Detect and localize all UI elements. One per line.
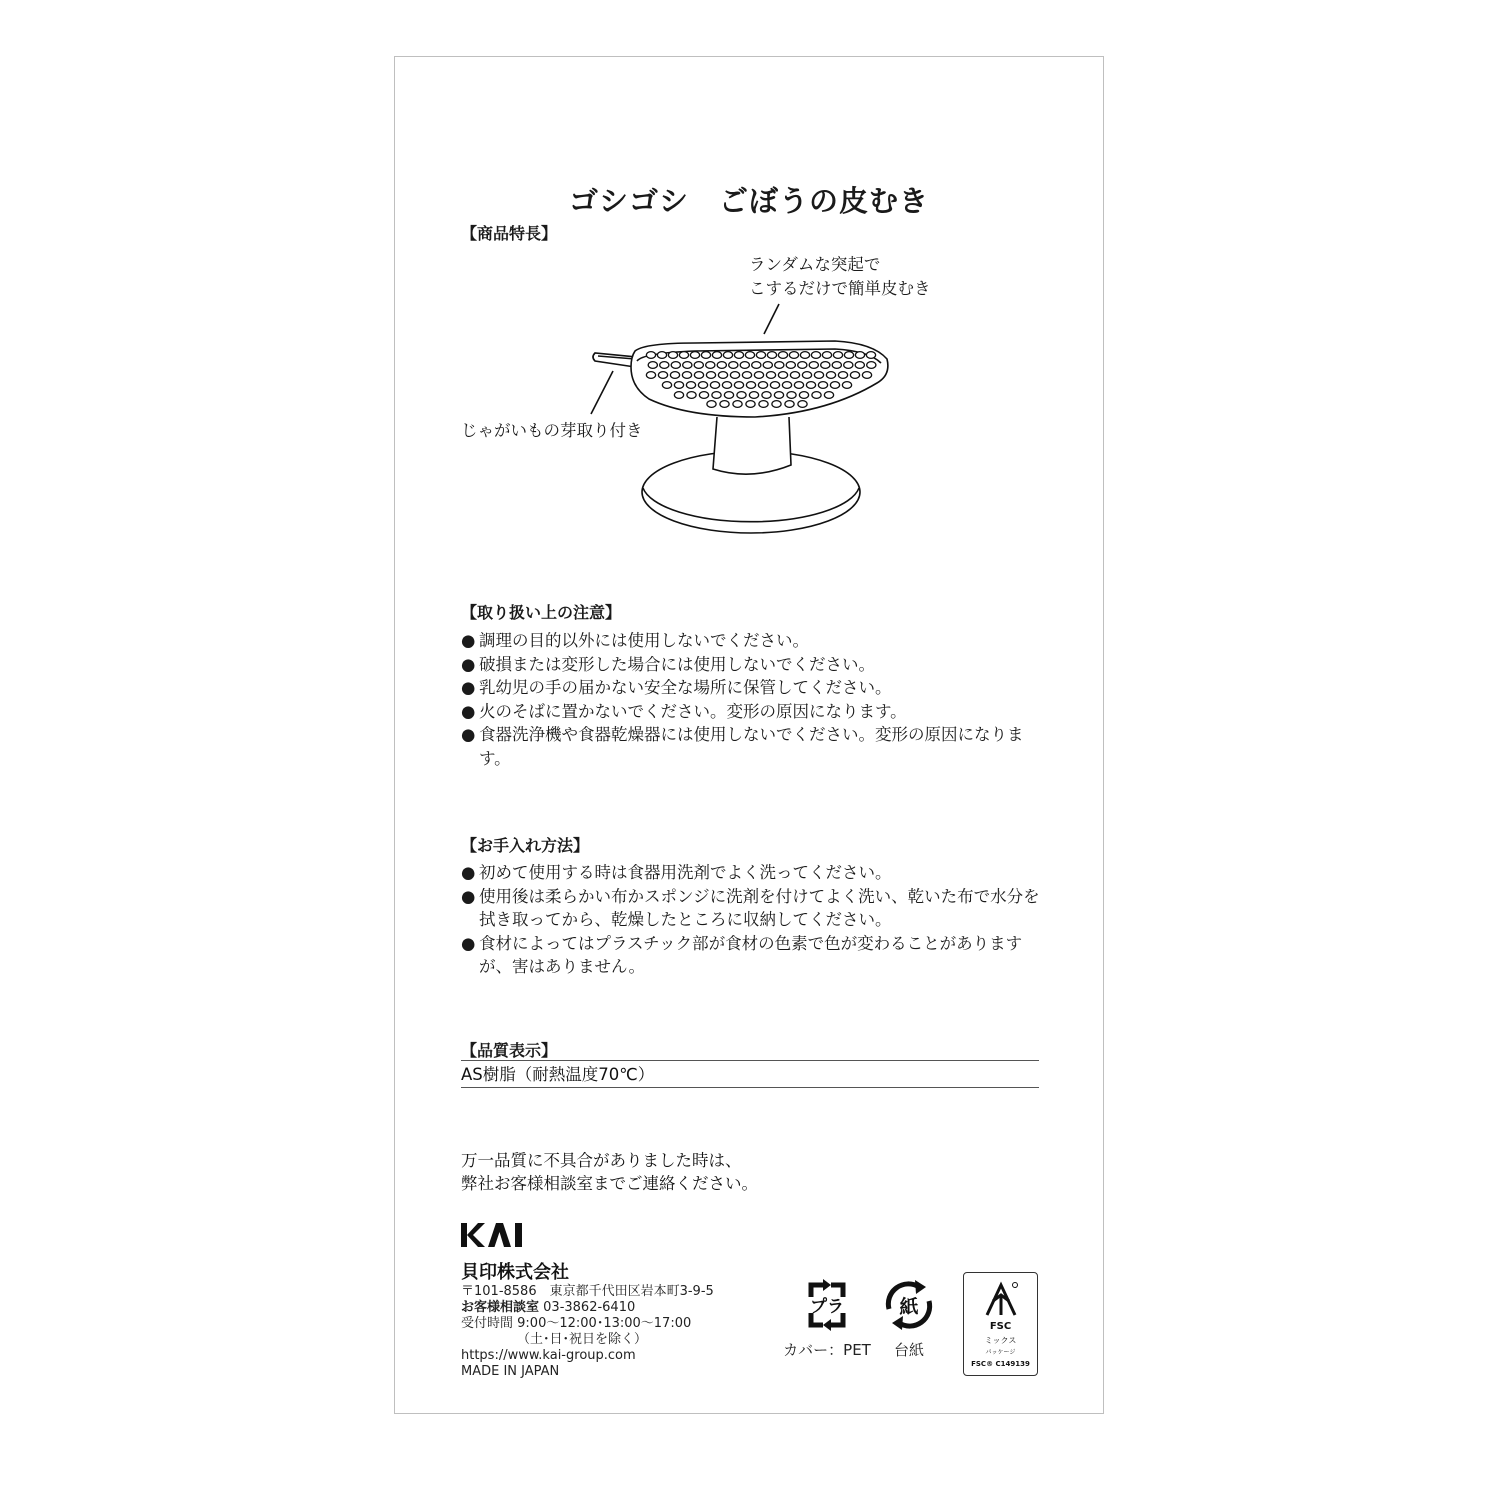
protrusion-bump [734,352,743,359]
protrusion-bump [730,372,739,379]
protrusion-bump [694,362,703,369]
protrusion-bump [723,352,732,359]
protrusion-bump [794,382,803,389]
paper-label: 台紙 [893,1341,924,1359]
protrusion-bump [770,382,779,389]
protrusion-bump [699,392,708,399]
notice-line-2: 弊社お客様相談室までご連絡ください。 [461,1174,758,1193]
paper-recycle-mark [879,1275,939,1360]
paper-recycle-icon [879,1275,939,1335]
protrusion-bump [646,352,655,359]
protrusion-bump [786,362,795,369]
protrusion-bump [833,352,842,359]
callout-potato-eye-remover: じゃがいもの芽取り付き [461,421,643,440]
protrusion-bump [706,362,715,369]
protrusion-bump [749,392,758,399]
protrusion-bump [855,352,864,359]
protrusion-bump [717,362,726,369]
protrusion-bump [679,352,688,359]
protrusion-bump [844,362,853,369]
protrusion-bump [822,352,831,359]
protrusion-bump [682,372,691,379]
kai-logo [461,1222,523,1248]
plastic-recycle-icon [797,1275,857,1335]
protrusion-bump [646,372,655,379]
company-url[interactable]: https://www.kai-group.com [461,1348,636,1363]
fsc-label [963,1272,1038,1376]
care-item: ● 初めて使用する時は食器用洗剤でよく洗ってください。 [461,863,892,882]
quality-table [461,1060,1039,1088]
care-list [461,861,1051,979]
protrusion-bump [850,372,859,379]
protrusion-bump [718,372,727,379]
protrusion-bump [694,372,703,379]
fsc-mix: ミックス [984,1336,1017,1345]
protrusion-bump [662,382,671,389]
protrusion-bump [775,362,784,369]
protrusion-bump [799,392,808,399]
protrusion-bump [724,392,733,399]
protrusion-bump [785,401,794,408]
made-in-label: MADE IN JAPAN [461,1364,560,1379]
protrusion-bump [657,352,666,359]
package-back-card [394,56,1104,1414]
protrusion-bump [824,392,833,399]
defect-notice [461,1149,758,1195]
cautions-list [461,629,1051,770]
company-info [461,1222,714,1380]
svg-text:プラ: プラ [810,1297,844,1317]
protrusion-bump [826,372,835,379]
protrusion-bump [798,401,807,408]
protrusion-bump [867,362,876,369]
company-address: 〒101-8586 東京都千代田区岩本町3-9-5 [461,1284,714,1299]
protrusion-bump [782,382,791,389]
care-heading: 【お手入れ方法】 [461,836,590,855]
protrusion-bump [778,372,787,379]
protrusion-bump [772,401,781,408]
protrusion-bump [821,362,830,369]
callout-protrusions-line-2: こするだけで簡単皮むき [749,279,931,298]
protrusion-bump [778,352,787,359]
protrusion-bump [758,382,767,389]
protrusion-bump [740,362,749,369]
protrusion-bump [756,352,765,359]
protrusion-bump [830,382,839,389]
protrusion-bump [766,372,775,379]
protrusion-bump [811,352,820,359]
protrusion-bump [670,372,679,379]
protrusion-bump [842,382,851,389]
care-item: ● 食材によってはプラスチック部が食材の色素で色が変わることがありますが、害はありません。 [461,933,1023,976]
protrusion-bump [798,362,807,369]
protrusion-bump [668,352,677,359]
protrusion-bump [862,372,871,379]
protrusion-bump [809,362,818,369]
company-phone: お客様相談室 03-3862-6410 [461,1300,636,1315]
protrusion-bump [759,401,768,408]
protrusion-bump [812,392,821,399]
protrusion-bump [712,352,721,359]
svg-text:紙: 紙 [899,1296,919,1318]
fsc-code: FSC® C149139 [971,1360,1030,1368]
protrusion-bump [746,401,755,408]
callout-protrusions-line-1: ランダムな突起で [749,255,881,274]
protrusion-bump [814,372,823,379]
protrusion-bump [720,401,729,408]
fsc-text: FSC [989,1321,1012,1332]
protrusion-bump [762,392,771,399]
protrusion-bump [838,372,847,379]
features-heading: 【商品特長】 [461,224,558,243]
protrusion-bump [690,352,699,359]
protrusion-bump [806,382,815,389]
caution-item: ● 乳幼児の手の届かない安全な場所に保管してください。 [461,678,892,697]
caution-item: ● 食器洗浄機や食器乾燥器には使用しないでください。変形の原因になります。 [461,725,1024,768]
protrusion-bump [737,392,746,399]
protrusion-bump [855,362,864,369]
pla-recycle-mark [779,1275,875,1360]
protrusion-bump [729,362,738,369]
company-holidays: （土･日･祝日を除く） [517,1332,648,1347]
protrusion-bump [733,401,742,408]
product-title: ゴシゴシ ごぼうの皮むき [568,184,929,218]
company-name: 貝印株式会社 [461,1262,569,1283]
protrusion-bump [671,362,680,369]
protrusion-bump [763,362,772,369]
fsc-tree-icon [981,1279,1021,1319]
fsc-package: パッケージ [985,1349,1016,1356]
protrusion-bump [706,372,715,379]
protrusion-bump [660,362,669,369]
protrusion-bump [710,382,719,389]
protrusion-bump [648,362,657,369]
notice-line-1: 万一品質に不具合がありました時は、 [461,1151,742,1170]
protrusion-bump [674,382,683,389]
pla-label: カバー：PET [783,1341,871,1359]
company-hours: 受付時間 9:00〜12:00･13:00〜17:00 [461,1316,692,1331]
protrusion-bump [844,352,853,359]
protrusion-bump [742,372,751,379]
protrusion-bump [674,392,683,399]
protrusion-bump [774,392,783,399]
protrusion-bump [698,382,707,389]
protrusion-bump [800,352,809,359]
protrusion-bump [746,382,755,389]
material-value: AS樹脂（耐熱温度70℃） [461,1065,655,1084]
protrusion-bump [701,352,710,359]
protrusion-bump [754,372,763,379]
protrusion-bump [683,362,692,369]
protrusion-bump [722,382,731,389]
caution-item: ● 調理の目的以外には使用しないでください。 [461,631,809,650]
cautions-heading: 【取り扱い上の注意】 [461,603,622,622]
protrusion-bump [787,392,796,399]
protrusion-bump [712,392,721,399]
protrusion-bump [734,382,743,389]
protrusion-bump [752,362,761,369]
protrusion-bump [767,352,776,359]
protrusion-bump [686,382,695,389]
protrusion-bump [789,352,798,359]
protrusion-bump [745,352,754,359]
quality-heading: 【品質表示】 [461,1041,558,1060]
protrusion-bump [790,372,799,379]
caution-item: ● 破損または変形した場合には使用しないでください。 [461,654,875,674]
protrusion-bump [707,401,716,408]
care-item: ● 使用後は柔らかい布かスポンジに洗剤を付けてよく洗い、乾いた布で水分を拭き取ってから、乾燥したところに収納してください。 [461,886,1040,929]
product-illustration [395,57,1105,557]
caution-item: ● 火のそばに置かないでください。変形の原因になります。 [461,701,907,721]
protrusion-bump [832,362,841,369]
protrusion-bump [802,372,811,379]
protrusion-bump [687,392,696,399]
protrusion-bump [658,372,667,379]
protrusion-bump [866,352,875,359]
protrusion-bump [818,382,827,389]
